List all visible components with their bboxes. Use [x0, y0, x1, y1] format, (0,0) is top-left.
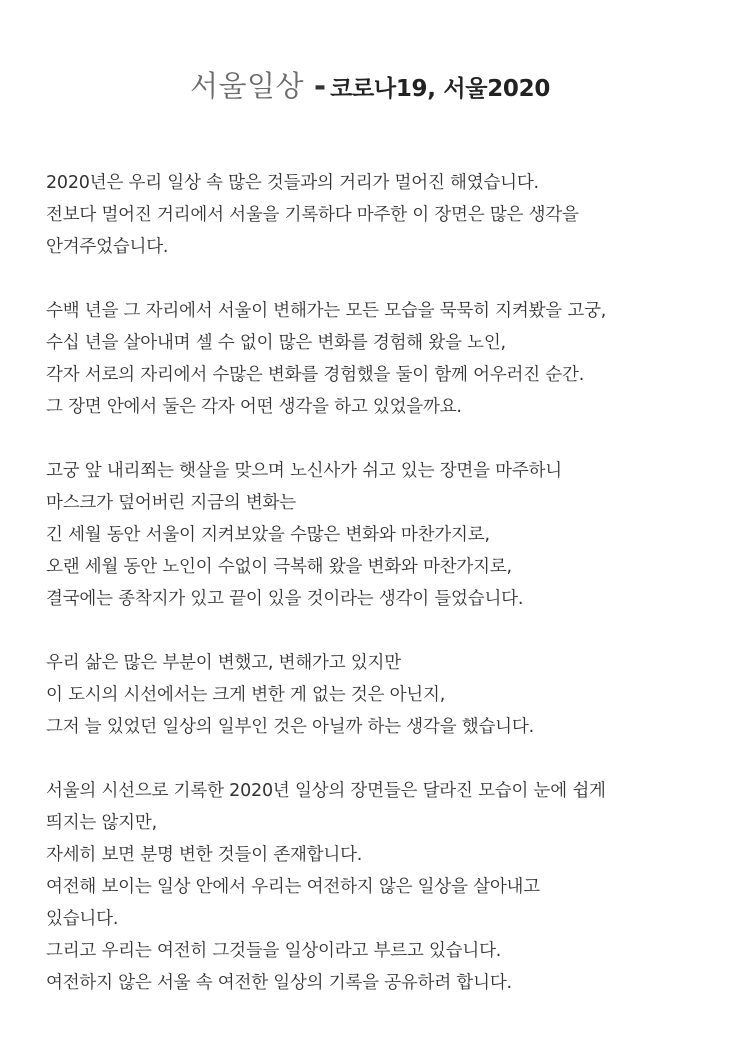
text-line: 오랜 세월 동안 노인이 수없이 극복해 왔을 변화와 마찬가지로, [46, 557, 512, 577]
text-line: 서울의 시선으로 기록한 2020년 일상의 장면들은 달라진 모습이 눈에 쉽게 [46, 781, 606, 801]
page-subtitle: 코로나19, 서울2020 [330, 76, 551, 102]
text-line: 마스크가 덮어버린 지금의 변화는 [46, 493, 296, 513]
paragraph-3 [46, 455, 706, 615]
paragraph-2 [46, 295, 706, 423]
text-line: 이 도시의 시선에서는 크게 변한 게 없는 것은 아닌지, [46, 685, 446, 705]
text-line: 고궁 앞 내리쬐는 햇살을 맞으며 노신사가 쉬고 있는 장면을 마주하니 [46, 461, 563, 481]
paragraph-5 [46, 775, 706, 999]
page-title [0, 64, 740, 111]
text-line: 2020년은 우리 일상 속 많은 것들과의 거리가 멀어진 해였습니다. [46, 173, 539, 193]
text-line: 전보다 멀어진 거리에서 서울을 기록하다 마주한 이 장면은 많은 생각을 [46, 205, 579, 225]
text-line: 우리 삶은 많은 부분이 변했고, 변해가고 있지만 [46, 653, 401, 673]
page-title-separator: - [314, 69, 327, 103]
text-line: 결국에는 종착지가 있고 끝이 있을 것이라는 생각이 들었습니다. [46, 589, 524, 609]
body-text [46, 167, 706, 1031]
text-line: 수백 년을 그 자리에서 서울이 변해가는 모든 모습을 묵묵히 지켜봤을 고궁, [46, 301, 607, 321]
text-line: 여전하지 않은 서울 속 여전한 일상의 기록을 공유하려 합니다. [46, 973, 512, 993]
text-line: 긴 세월 동안 서울이 지켜보았을 수많은 변화와 마찬가지로, [46, 525, 490, 545]
text-line: 있습니다. [46, 909, 119, 929]
text-line: 띄지는 않지만, [46, 813, 157, 833]
text-line: 그리고 우리는 여전히 그것들을 일상이라고 부르고 있습니다. [46, 941, 502, 961]
text-line: 여전해 보이는 일상 안에서 우리는 여전하지 않은 일상을 살아내고 [46, 877, 540, 897]
text-line: 그 장면 안에서 둘은 각자 어떤 생각을 하고 있었을까요. [46, 397, 462, 417]
text-line: 각자 서로의 자리에서 수많은 변화를 경험했을 둘이 함께 어우러진 순간. [46, 365, 585, 385]
paragraph-4 [46, 647, 706, 743]
text-line: 자세히 보면 분명 변한 것들이 존재합니다. [46, 845, 363, 865]
page-title-main: 서울일상 [189, 69, 305, 103]
text-line: 안겨주었습니다. [46, 237, 169, 257]
text-line: 그저 늘 있었던 일상의 일부인 것은 아닐까 하는 생각을 했습니다. [46, 717, 534, 737]
paragraph-1 [46, 167, 706, 263]
text-line: 수십 년을 살아내며 셀 수 없이 많은 변화를 경험해 왔을 노인, [46, 333, 506, 353]
